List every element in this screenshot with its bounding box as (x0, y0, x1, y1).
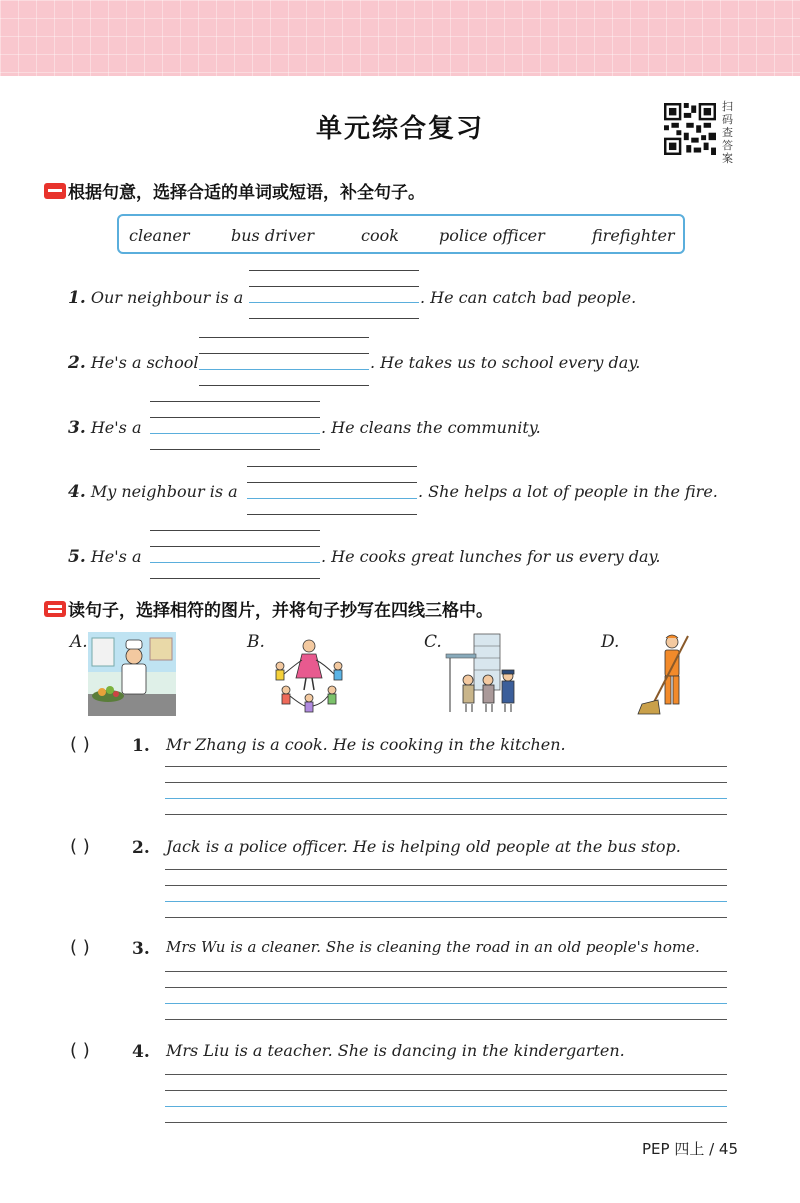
question-text-after: . He cooks great lunches for us every day. (321, 547, 661, 566)
option-label-c: C. (424, 632, 442, 652)
question-number: 3. (68, 418, 86, 438)
question-text-before: He's a school (90, 353, 199, 372)
answer-blank[interactable] (150, 530, 320, 578)
question-number: 4. (132, 1042, 150, 1062)
fill-blank-question (68, 482, 238, 502)
question-text-after: . She helps a lot of people in the fire. (418, 482, 718, 501)
police-officer-helping-elderly-picture[interactable] (444, 632, 526, 714)
option-label-a: A. (70, 632, 88, 652)
answer-paren[interactable]: ( ) (70, 836, 90, 857)
word-bank-item: police officer (439, 226, 545, 245)
sentence-text: Mrs Wu is a cleaner. She is cleaning the road in an old people's home. (166, 938, 700, 956)
fill-blank-question (68, 288, 243, 308)
question-number: 1. (68, 288, 86, 308)
fill-blank-question (68, 353, 198, 373)
cook-in-kitchen-picture[interactable] (88, 632, 176, 716)
sentence-text: Jack is a police officer. He is helping old people at the bus stop. (166, 837, 681, 856)
option-label-b: B. (247, 632, 265, 652)
question-text-after: . He takes us to school every day. (370, 353, 641, 372)
word-bank (117, 214, 685, 254)
question-text-before: He's a (90, 547, 142, 566)
question-text-before: My neighbour is a (90, 482, 238, 501)
answer-paren[interactable]: ( ) (70, 937, 90, 958)
section2-heading-text: 读句子，选择相符的图片，并将句子抄写在四线三格中。 (68, 601, 493, 621)
fill-blank-question (68, 418, 142, 438)
top-decorative-band (0, 0, 800, 76)
question-number: 5. (68, 547, 86, 567)
fill-blank-question (68, 547, 142, 567)
section1-heading-text: 根据句意，选择合适的单词或短语，补全句子。 (68, 183, 425, 203)
option-label-d: D. (601, 632, 620, 652)
word-bank-item: cook (361, 226, 399, 245)
answer-blank[interactable] (247, 466, 417, 514)
teacher-dancing-with-children-picture[interactable] (266, 634, 352, 714)
word-bank-item: bus driver (231, 226, 315, 245)
question-text-before: He's a (90, 418, 142, 437)
four-line-grid[interactable] (165, 766, 727, 814)
question-text-before: Our neighbour is a (90, 288, 244, 307)
qr-code-icon[interactable] (664, 103, 716, 155)
sentence-text: Mr Zhang is a cook. He is cooking in the kitchen. (166, 735, 566, 754)
four-line-grid[interactable] (165, 869, 727, 917)
question-number: 1. (132, 736, 150, 756)
answer-blank[interactable] (249, 270, 419, 318)
answer-blank[interactable] (199, 337, 369, 385)
cleaner-sweeping-picture[interactable] (636, 630, 698, 716)
qr-caption: 扫码查答案 (722, 100, 733, 165)
section1-heading (44, 178, 425, 203)
answer-blank[interactable] (150, 401, 320, 449)
question-number: 3. (132, 939, 150, 959)
section2-heading (44, 596, 493, 621)
section-one-badge-icon (44, 183, 66, 199)
word-bank-item: cleaner (129, 226, 190, 245)
word-bank-item: firefighter (592, 226, 675, 245)
question-text-after: . He can catch bad people. (420, 288, 637, 307)
page-title: 单元综合复习 (315, 114, 484, 144)
question-text-after: . He cleans the community. (321, 418, 541, 437)
section-two-badge-icon (44, 601, 66, 617)
four-line-grid[interactable] (165, 1074, 727, 1122)
answer-paren[interactable]: ( ) (70, 734, 90, 755)
question-number: 2. (132, 838, 150, 858)
four-line-grid[interactable] (165, 971, 727, 1019)
question-number: 4. (68, 482, 86, 502)
question-number: 2. (68, 353, 86, 373)
answer-paren[interactable]: ( ) (70, 1040, 90, 1061)
sentence-text: Mrs Liu is a teacher. She is dancing in the kindergarten. (166, 1041, 625, 1060)
page-footer: PEP 四上 / 45 (641, 1140, 738, 1158)
